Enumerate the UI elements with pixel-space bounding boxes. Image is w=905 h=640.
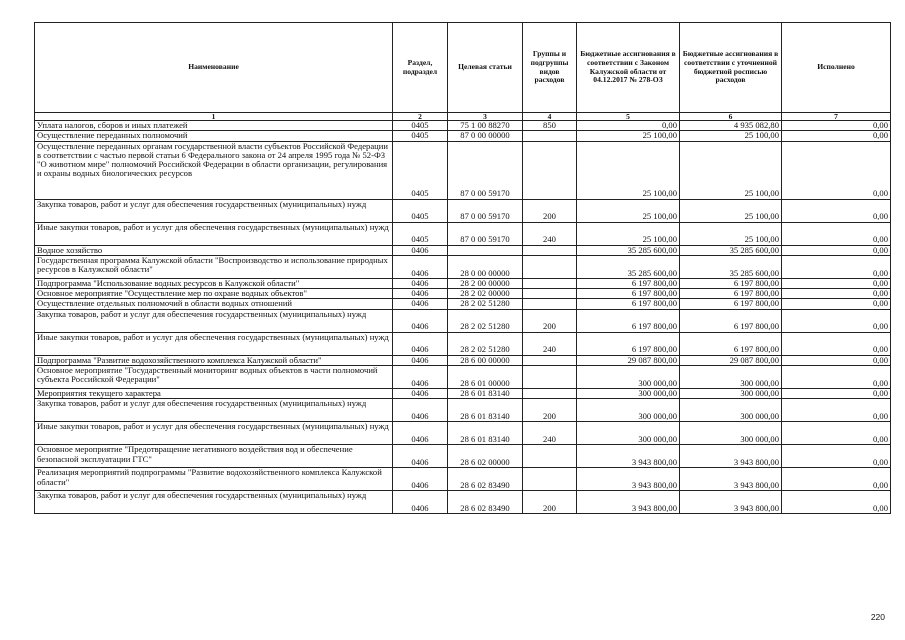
cell-law: 300 000,00 xyxy=(577,388,680,398)
cell-name: Основное мероприятие "Государственный мониторинг водных объектов в части полномочий субъекта Российской Федерации" xyxy=(35,365,393,388)
cell-target: 28 6 00 00000 xyxy=(448,355,523,365)
header-target: Целевая статьи xyxy=(448,23,523,113)
column-number-row xyxy=(35,113,891,121)
cell-exec: 0,00 xyxy=(782,468,891,491)
cell-exec: 0,00 xyxy=(782,309,891,332)
table-row xyxy=(35,121,891,131)
cell-refined: 3 943 800,00 xyxy=(680,491,782,514)
cell-law: 35 285 600,00 xyxy=(577,245,680,255)
cell-name: Водное хозяйство xyxy=(35,245,393,255)
cell-section: 0406 xyxy=(393,332,448,355)
cell-law: 25 100,00 xyxy=(577,141,680,199)
cell-target: 28 2 02 51280 xyxy=(448,332,523,355)
cell-group xyxy=(523,245,577,255)
cell-group xyxy=(523,445,577,468)
cell-exec: 0,00 xyxy=(782,299,891,309)
col-number: 3 xyxy=(448,113,523,121)
cell-group: 850 xyxy=(523,121,577,131)
cell-name: Осуществление переданных органам государственной власти субъектов Российской Федерации в соответствии с частью первой статьи 6 Федерального закона от 24 апреля 1995 года № 52-ФЗ "О животном мире" полномочий Российской Федерации в области организации, регулирования и охраны водных биологических ресурсов xyxy=(35,141,393,199)
cell-exec: 0,00 xyxy=(782,131,891,141)
table-body xyxy=(35,121,891,514)
cell-section: 0405 xyxy=(393,131,448,141)
cell-refined: 300 000,00 xyxy=(680,388,782,398)
cell-group: 200 xyxy=(523,491,577,514)
col-number: 7 xyxy=(782,113,891,121)
cell-refined: 300 000,00 xyxy=(680,365,782,388)
cell-target: 87 0 00 59170 xyxy=(448,199,523,222)
cell-refined: 3 943 800,00 xyxy=(680,468,782,491)
cell-group xyxy=(523,299,577,309)
cell-name: Иные закупки товаров, работ и услуг для обеспечения государственных (муниципальных) нужд xyxy=(35,222,393,245)
cell-refined: 300 000,00 xyxy=(680,399,782,422)
cell-section: 0406 xyxy=(393,299,448,309)
header-name: Наименование xyxy=(35,23,393,113)
cell-group xyxy=(523,141,577,199)
cell-section: 0406 xyxy=(393,422,448,445)
cell-section: 0406 xyxy=(393,468,448,491)
cell-exec: 0,00 xyxy=(782,245,891,255)
cell-exec: 0,00 xyxy=(782,422,891,445)
cell-law: 25 100,00 xyxy=(577,131,680,141)
cell-name: Уплата налогов, сборов и иных платежей xyxy=(35,121,393,131)
cell-law: 300 000,00 xyxy=(577,422,680,445)
header-groups: Группы и подгруппы видов расходов xyxy=(523,23,577,113)
cell-exec: 0,00 xyxy=(782,491,891,514)
table-row xyxy=(35,468,891,491)
cell-group xyxy=(523,355,577,365)
cell-target xyxy=(448,245,523,255)
cell-exec: 0,00 xyxy=(782,399,891,422)
cell-section: 0406 xyxy=(393,278,448,288)
cell-exec: 0,00 xyxy=(782,199,891,222)
cell-target: 87 0 00 59170 xyxy=(448,141,523,199)
cell-law: 3 943 800,00 xyxy=(577,445,680,468)
cell-law: 35 285 600,00 xyxy=(577,255,680,278)
cell-section: 0406 xyxy=(393,399,448,422)
table-row xyxy=(35,278,891,288)
table-row xyxy=(35,309,891,332)
cell-section: 0406 xyxy=(393,309,448,332)
cell-name: Осуществление переданных полномочий xyxy=(35,131,393,141)
cell-target: 28 2 02 00000 xyxy=(448,289,523,299)
header-refined: Бюджетные ассигнования в соответствии с уточненной бюджетной росписью расходов xyxy=(680,23,782,113)
cell-refined: 4 935 082,80 xyxy=(680,121,782,131)
col-number: 2 xyxy=(393,113,448,121)
cell-target: 28 2 02 51280 xyxy=(448,299,523,309)
cell-exec: 0,00 xyxy=(782,388,891,398)
cell-group: 240 xyxy=(523,332,577,355)
table-row xyxy=(35,131,891,141)
page-number: 220 xyxy=(870,612,885,622)
cell-refined: 25 100,00 xyxy=(680,222,782,245)
cell-refined: 25 100,00 xyxy=(680,199,782,222)
cell-refined: 25 100,00 xyxy=(680,141,782,199)
cell-refined: 6 197 800,00 xyxy=(680,309,782,332)
cell-group xyxy=(523,131,577,141)
cell-law: 300 000,00 xyxy=(577,365,680,388)
cell-section: 0405 xyxy=(393,222,448,245)
cell-name: Подпрограмма "Использование водных ресурсов в Калужской области" xyxy=(35,278,393,288)
cell-name: Мероприятия текущего характера xyxy=(35,388,393,398)
table-row xyxy=(35,255,891,278)
cell-exec: 0,00 xyxy=(782,332,891,355)
cell-group: 200 xyxy=(523,399,577,422)
table-row xyxy=(35,199,891,222)
cell-target: 28 6 01 83140 xyxy=(448,388,523,398)
cell-group xyxy=(523,278,577,288)
table-row xyxy=(35,289,891,299)
cell-law: 6 197 800,00 xyxy=(577,278,680,288)
cell-group xyxy=(523,365,577,388)
table-row xyxy=(35,299,891,309)
cell-name: Государственная программа Калужской области "Воспроизводство и использование природных ресурсов в Калужской области" xyxy=(35,255,393,278)
cell-target: 28 6 02 83490 xyxy=(448,468,523,491)
cell-section: 0405 xyxy=(393,141,448,199)
cell-name: Закупка товаров, работ и услуг для обеспечения государственных (муниципальных) нужд xyxy=(35,309,393,332)
cell-section: 0406 xyxy=(393,365,448,388)
cell-refined: 300 000,00 xyxy=(680,422,782,445)
cell-refined: 6 197 800,00 xyxy=(680,299,782,309)
cell-group: 200 xyxy=(523,199,577,222)
cell-target: 28 6 02 83490 xyxy=(448,491,523,514)
cell-group xyxy=(523,468,577,491)
cell-target: 28 2 02 51280 xyxy=(448,309,523,332)
table-row xyxy=(35,388,891,398)
cell-refined: 6 197 800,00 xyxy=(680,332,782,355)
cell-name: Реализация мероприятий подпрограммы "Развитие водохозяйственного комплекса Калужской области" xyxy=(35,468,393,491)
cell-refined: 6 197 800,00 xyxy=(680,278,782,288)
cell-law: 0,00 xyxy=(577,121,680,131)
header-executed: Исполнено xyxy=(782,23,891,113)
table-row xyxy=(35,491,891,514)
cell-exec: 0,00 xyxy=(782,289,891,299)
cell-exec: 0,00 xyxy=(782,141,891,199)
cell-law: 25 100,00 xyxy=(577,222,680,245)
table-row xyxy=(35,222,891,245)
header-law: Бюджетные ассигнования в соответствии с Законом Калужской области от 04.12.2017 № 278-ОЗ xyxy=(577,23,680,113)
cell-refined: 25 100,00 xyxy=(680,131,782,141)
cell-law: 6 197 800,00 xyxy=(577,289,680,299)
cell-section: 0406 xyxy=(393,355,448,365)
cell-law: 25 100,00 xyxy=(577,199,680,222)
col-number: 5 xyxy=(577,113,680,121)
table-row xyxy=(35,445,891,468)
cell-group: 240 xyxy=(523,422,577,445)
table-row xyxy=(35,245,891,255)
cell-section: 0406 xyxy=(393,245,448,255)
cell-target: 87 0 00 59170 xyxy=(448,222,523,245)
cell-name: Основное мероприятие "Предотвращение негативного воздействия вод и обеспечение безопасной эксплуатации ГТС" xyxy=(35,445,393,468)
table-row xyxy=(35,355,891,365)
cell-section: 0406 xyxy=(393,388,448,398)
header-section: Раздел, подраздел xyxy=(393,23,448,113)
table-row xyxy=(35,141,891,199)
cell-target: 28 2 00 00000 xyxy=(448,278,523,288)
cell-target: 28 6 01 00000 xyxy=(448,365,523,388)
cell-name: Иные закупки товаров, работ и услуг для обеспечения государственных (муниципальных) нужд xyxy=(35,422,393,445)
cell-law: 6 197 800,00 xyxy=(577,309,680,332)
cell-name: Иные закупки товаров, работ и услуг для обеспечения государственных (муниципальных) нужд xyxy=(35,332,393,355)
table-row xyxy=(35,422,891,445)
cell-law: 3 943 800,00 xyxy=(577,468,680,491)
cell-exec: 0,00 xyxy=(782,355,891,365)
cell-group xyxy=(523,255,577,278)
table-row xyxy=(35,399,891,422)
cell-law: 6 197 800,00 xyxy=(577,332,680,355)
cell-refined: 29 087 800,00 xyxy=(680,355,782,365)
cell-name: Осуществление отдельных полномочий в области водных отношений xyxy=(35,299,393,309)
cell-refined: 35 285 600,00 xyxy=(680,245,782,255)
cell-name: Закупка товаров, работ и услуг для обеспечения государственных (муниципальных) нужд xyxy=(35,491,393,514)
cell-law: 6 197 800,00 xyxy=(577,299,680,309)
cell-law: 3 943 800,00 xyxy=(577,491,680,514)
cell-group xyxy=(523,289,577,299)
cell-name: Основное мероприятие "Осуществление мер по охране водных объектов" xyxy=(35,289,393,299)
budget-table xyxy=(34,22,891,514)
cell-group xyxy=(523,388,577,398)
cell-name: Закупка товаров, работ и услуг для обеспечения государственных (муниципальных) нужд xyxy=(35,399,393,422)
cell-target: 87 0 00 00000 xyxy=(448,131,523,141)
cell-target: 28 6 01 83140 xyxy=(448,399,523,422)
cell-refined: 3 943 800,00 xyxy=(680,445,782,468)
cell-law: 29 087 800,00 xyxy=(577,355,680,365)
cell-group: 200 xyxy=(523,309,577,332)
cell-section: 0406 xyxy=(393,289,448,299)
cell-exec: 0,00 xyxy=(782,255,891,278)
cell-target: 28 6 01 83140 xyxy=(448,422,523,445)
cell-target: 75 1 00 88270 xyxy=(448,121,523,131)
cell-name: Подпрограмма "Развитие водохозяйственного комплекса Калужской области" xyxy=(35,355,393,365)
cell-section: 0406 xyxy=(393,491,448,514)
cell-exec: 0,00 xyxy=(782,222,891,245)
col-number: 1 xyxy=(35,113,393,121)
cell-refined: 35 285 600,00 xyxy=(680,255,782,278)
cell-exec: 0,00 xyxy=(782,278,891,288)
cell-section: 0406 xyxy=(393,255,448,278)
cell-section: 0406 xyxy=(393,445,448,468)
col-number: 6 xyxy=(680,113,782,121)
cell-exec: 0,00 xyxy=(782,445,891,468)
table-row xyxy=(35,365,891,388)
cell-name: Закупка товаров, работ и услуг для обеспечения государственных (муниципальных) нужд xyxy=(35,199,393,222)
cell-section: 0405 xyxy=(393,121,448,131)
cell-section: 0405 xyxy=(393,199,448,222)
table-row xyxy=(35,332,891,355)
cell-refined: 6 197 800,00 xyxy=(680,289,782,299)
header-row xyxy=(35,23,891,113)
cell-group: 240 xyxy=(523,222,577,245)
cell-exec: 0,00 xyxy=(782,121,891,131)
cell-exec: 0,00 xyxy=(782,365,891,388)
col-number: 4 xyxy=(523,113,577,121)
cell-target: 28 6 02 00000 xyxy=(448,445,523,468)
cell-law: 300 000,00 xyxy=(577,399,680,422)
cell-target: 28 0 00 00000 xyxy=(448,255,523,278)
